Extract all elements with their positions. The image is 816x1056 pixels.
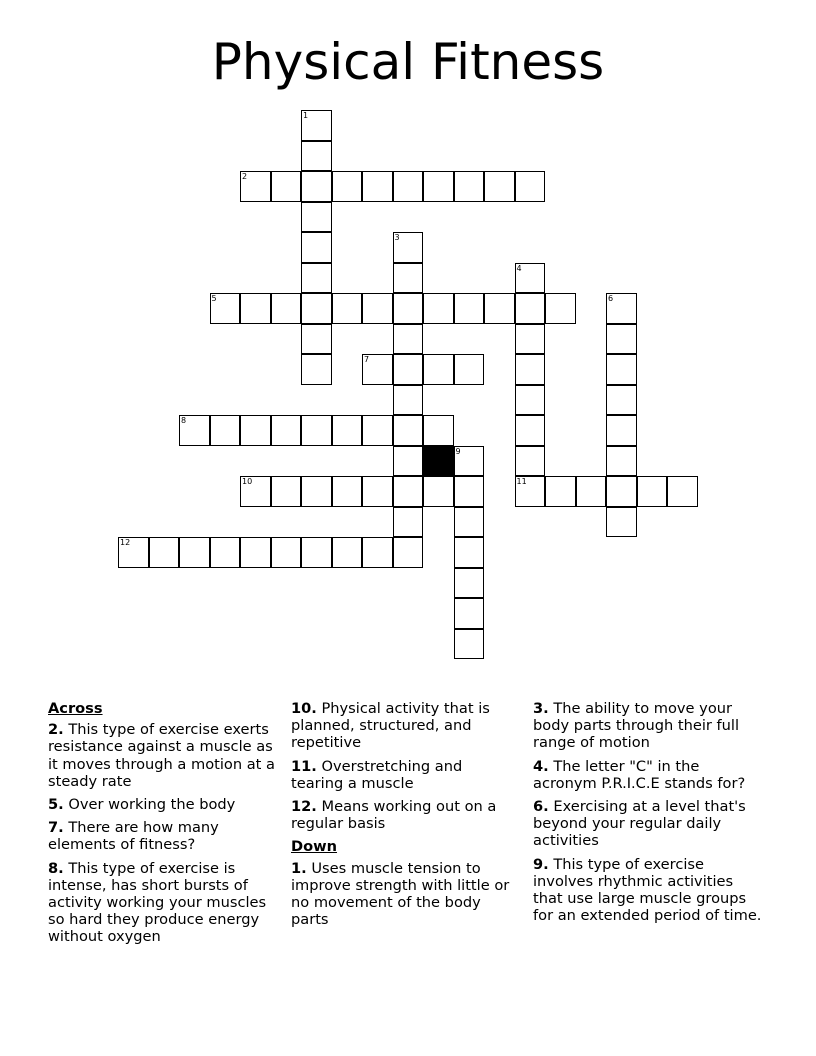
grid-cell[interactable]: [301, 476, 332, 507]
clue-down-4: 4. The letter "C" in the acronym P.R.I.C.E stands for?: [533, 757, 746, 792]
grid-cell[interactable]: [515, 385, 546, 416]
grid-cell[interactable]: [393, 263, 424, 294]
grid-cell[interactable]: [454, 476, 485, 507]
clue-down-6: 6. Exercising at a level that's beyond your regular daily activities: [533, 798, 746, 850]
grid-cell[interactable]: [301, 263, 332, 294]
clue-across-2: 2. This type of exercise exerts resistance against a muscle as it moves through a motion at a steady rate: [48, 721, 275, 790]
clue-number: 11: [516, 477, 527, 486]
grid-cell[interactable]: [149, 537, 180, 568]
grid-cell[interactable]: [545, 476, 576, 507]
clue-across-10: 10. Physical activity that is planned, structured, and repetitive: [291, 700, 490, 752]
grid-cell[interactable]: [454, 293, 485, 324]
grid-cell[interactable]: [240, 537, 271, 568]
clue-number: 3: [394, 233, 400, 242]
grid-cell[interactable]: [637, 476, 668, 507]
grid-cell[interactable]: [515, 354, 546, 385]
grid-cell[interactable]: [393, 324, 424, 355]
clue-column-3: [533, 700, 765, 930]
grid-cell[interactable]: [454, 354, 485, 385]
clue-across-7: 7. There are how many elements of fitness?: [48, 819, 219, 854]
grid-cell[interactable]: [393, 232, 424, 263]
grid-cell[interactable]: [271, 415, 302, 446]
clue-column-1: [48, 700, 283, 952]
across-heading: Across: [48, 700, 103, 717]
grid-cell[interactable]: [393, 385, 424, 416]
grid-cell[interactable]: [240, 293, 271, 324]
clue-across-8: 8. This type of exercise is intense, has short bursts of activity working your muscles so hard they produce energy without oxygen: [48, 859, 267, 946]
clue-number: 10: [242, 477, 253, 486]
grid-cell[interactable]: [332, 171, 363, 202]
grid-cell[interactable]: [515, 415, 546, 446]
grid-cell[interactable]: [362, 171, 393, 202]
grid-cell[interactable]: [301, 293, 332, 324]
grid-cell[interactable]: [484, 171, 515, 202]
clue-down-9: 9. This type of exercise involves rhythmic activities that use large muscle groups for an extended period of time.: [533, 855, 762, 925]
grid-cell[interactable]: [606, 415, 637, 446]
grid-cell[interactable]: [423, 415, 454, 446]
grid-cell[interactable]: [515, 446, 546, 477]
grid-cell[interactable]: [271, 293, 302, 324]
grid-cell[interactable]: [515, 263, 546, 294]
grid-cell[interactable]: [332, 293, 363, 324]
down-heading: Down: [291, 838, 338, 856]
grid-cell[interactable]: [301, 171, 332, 202]
grid-cell[interactable]: [606, 385, 637, 416]
grid-cell[interactable]: [179, 537, 210, 568]
grid-cell[interactable]: [332, 476, 363, 507]
puzzle-title: Physical Fitness: [211, 33, 605, 91]
grid-cell[interactable]: [423, 354, 454, 385]
grid-cell[interactable]: [515, 324, 546, 355]
grid-cell[interactable]: [118, 537, 149, 568]
grid-cell[interactable]: [240, 171, 271, 202]
grid-cell[interactable]: [606, 324, 637, 355]
grid-cell[interactable]: [393, 537, 424, 568]
grid-cell[interactable]: [454, 629, 485, 660]
grid-cell[interactable]: [301, 537, 332, 568]
grid-cell[interactable]: [393, 293, 424, 324]
grid-cell[interactable]: [606, 507, 637, 538]
clue-number: 4: [516, 263, 522, 273]
grid-cell[interactable]: [393, 507, 424, 538]
grid-cell[interactable]: [271, 171, 302, 202]
grid-cell[interactable]: [301, 324, 332, 355]
grid-cell[interactable]: [301, 110, 332, 141]
grid-cell[interactable]: [393, 476, 424, 507]
clue-across-12: 12. Means working out on a regular basis: [291, 798, 497, 833]
grid-cell[interactable]: [393, 415, 424, 446]
grid-cell[interactable]: [362, 415, 393, 446]
grid-cell[interactable]: [210, 415, 241, 446]
grid-cell[interactable]: [179, 415, 210, 446]
grid-cell[interactable]: [271, 537, 302, 568]
grid-cell[interactable]: [454, 171, 485, 202]
grid-cell[interactable]: [606, 476, 637, 507]
grid-cell[interactable]: [362, 476, 393, 507]
clue-down-1: 1. Uses muscle tension to improve strength with little or no movement of the body parts: [291, 859, 510, 929]
grid-cell[interactable]: [301, 141, 332, 172]
grid-cell[interactable]: [576, 476, 607, 507]
clue-number: 12: [120, 538, 131, 547]
grid-cell[interactable]: [667, 476, 698, 507]
grid-cell[interactable]: [362, 293, 393, 324]
grid-cell[interactable]: [423, 171, 454, 202]
grid-cell[interactable]: [210, 537, 241, 568]
grid-cell[interactable]: [423, 293, 454, 324]
grid-cell[interactable]: [454, 568, 485, 599]
grid-cell[interactable]: [210, 293, 241, 324]
clue-across-5: 5. Over working the body: [48, 796, 236, 814]
grid-cell[interactable]: [515, 476, 546, 507]
clue-number: 5: [211, 294, 217, 303]
blocked-cell: [423, 446, 454, 477]
grid-cell[interactable]: [301, 202, 332, 233]
grid-cell[interactable]: [484, 293, 515, 324]
clue-number: 6: [608, 294, 614, 303]
grid-cell[interactable]: [606, 293, 637, 324]
grid-cell[interactable]: [332, 415, 363, 446]
grid-cell[interactable]: [393, 354, 424, 385]
grid-cell[interactable]: [454, 537, 485, 568]
grid-cell[interactable]: [362, 354, 393, 385]
grid-cell[interactable]: [606, 446, 637, 477]
grid-cell[interactable]: [454, 507, 485, 538]
grid-cell[interactable]: [454, 446, 485, 477]
grid-cell[interactable]: [240, 476, 271, 507]
clue-across-11: 11. Overstretching and tearing a muscle: [291, 757, 463, 792]
clue-number: 2: [242, 172, 248, 181]
grid-cell[interactable]: [362, 537, 393, 568]
grid-cell[interactable]: [515, 171, 546, 202]
grid-cell[interactable]: [332, 537, 363, 568]
grid-cell[interactable]: [301, 354, 332, 385]
grid-cell[interactable]: [454, 598, 485, 629]
clue-number: 9: [455, 446, 461, 456]
clue-down-3: 3. The ability to move your body parts through their full range of motion: [533, 700, 740, 752]
grid-cell[interactable]: [515, 293, 546, 324]
grid-cell[interactable]: [240, 415, 271, 446]
grid-cell[interactable]: [423, 476, 454, 507]
grid-cell[interactable]: [301, 415, 332, 446]
grid-cell[interactable]: [545, 293, 576, 324]
grid-cell[interactable]: [606, 354, 637, 385]
grid-cell[interactable]: [301, 232, 332, 263]
grid-cell[interactable]: [393, 171, 424, 202]
grid-cell[interactable]: [393, 446, 424, 477]
clue-number: 1: [303, 111, 309, 120]
grid-cell[interactable]: [271, 476, 302, 507]
clue-column-2: [291, 700, 519, 934]
clue-number: 7: [364, 355, 370, 364]
clue-number: 8: [181, 416, 187, 425]
